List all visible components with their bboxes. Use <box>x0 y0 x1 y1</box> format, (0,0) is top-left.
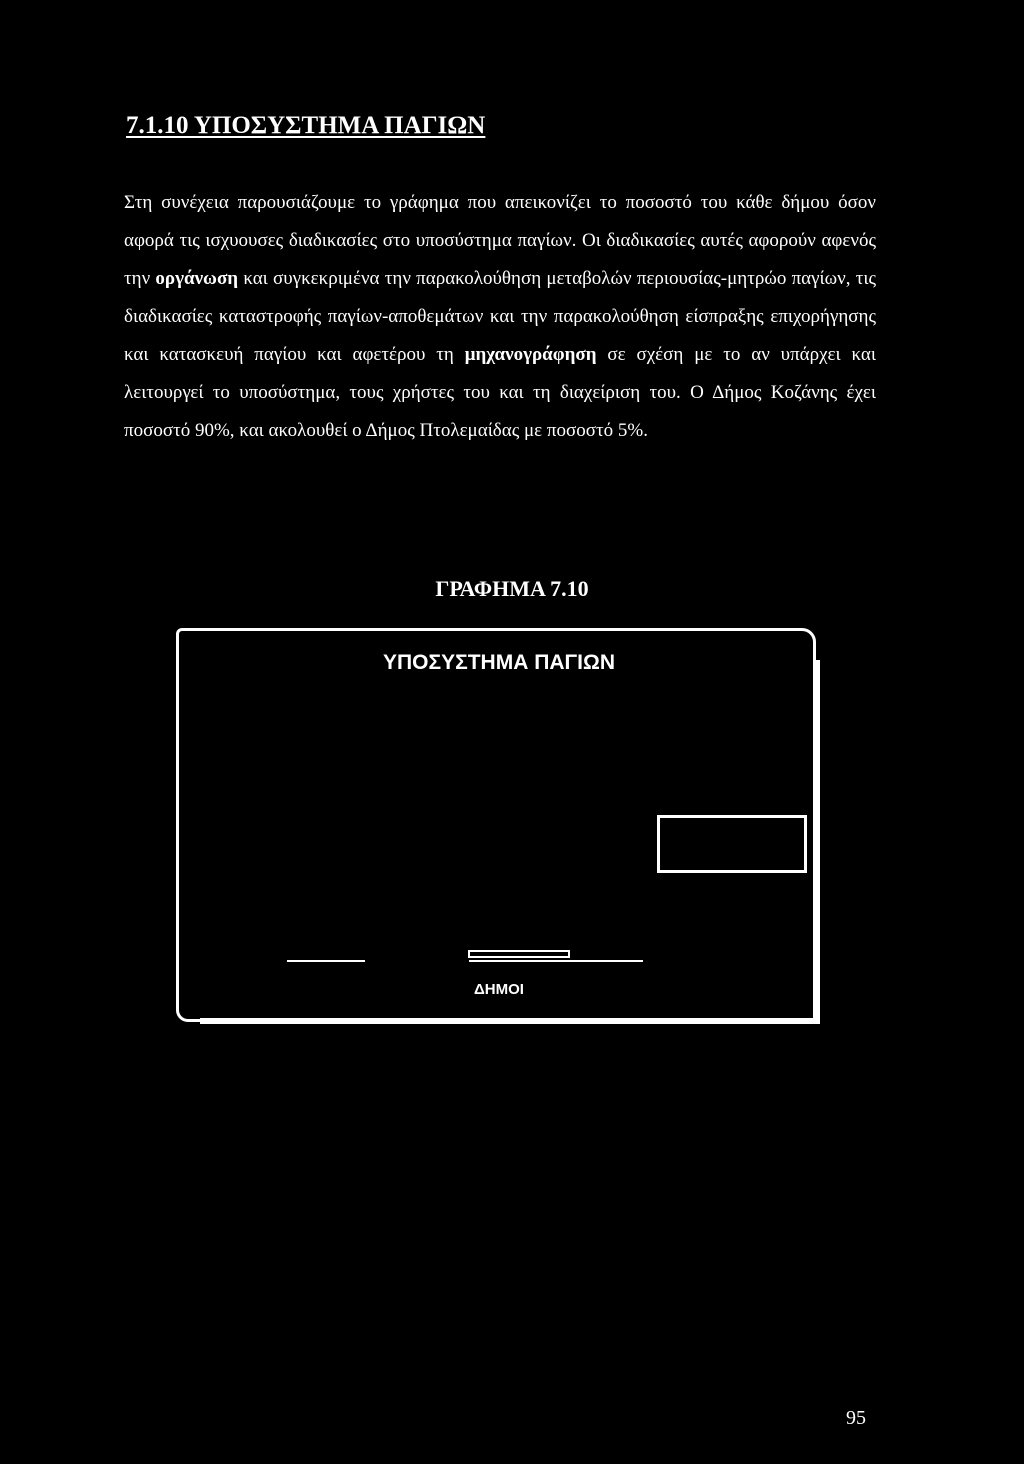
body-paragraph <box>124 184 876 450</box>
section-heading: 7.1.10 ΥΠΟΣΥΣΤΗΜΑ ΠΑΓΙΩΝ <box>126 112 486 139</box>
chart-title: ΥΠΟΣΥΣΤΗΜΑ ΠΑΓΙΩΝ <box>383 651 615 674</box>
graph-caption: ΓΡΑΦΗΜΑ 7.10 <box>435 576 589 601</box>
paragraph-text-2: και συγκεκριμένα την παρακολούθηση μεταβολών περιουσίας-μητρώο παγίων, τις διαδικασίες καταστροφής παγίων-αποθεμάτων και την παρακολούθηση είσπραξης επιχορήγησης και κατασκευή παγίου και αφετέρου τη <box>124 268 876 365</box>
chart-frame <box>176 628 816 1022</box>
page-number: 95 <box>846 1407 866 1429</box>
chart-legend-box <box>657 815 807 873</box>
paragraph-bold-organization: οργάνωση <box>155 268 239 289</box>
paragraph-bold-computerization: μηχανογράφηση <box>464 344 597 365</box>
chart-x-axis-label: ΔΗΜΟΙ <box>474 981 524 998</box>
paragraph-text-3: σε σχέση με το αν υπάρχει και λειτουργεί το υποσύστημα, τους χρήστες του και τη διαχείριση του. Ο Δήμος Κοζάνης έχει ποσοστό 90%, και ακολουθεί ο Δήμος Πτολεμαίδας με ποσοστό 5%. <box>124 344 876 441</box>
paragraph-text-1: Στη συνέχεια παρουσιάζουμε το γράφημα που απεικονίζει το ποσοστό του κάθε δήμου όσον αφορά τις ισχυουσες διαδικασίες στο υποσύστημα παγίων. Οι διαδικασίες αυτές αφορούν αφενός την <box>124 192 876 289</box>
chart-bar <box>469 951 569 957</box>
